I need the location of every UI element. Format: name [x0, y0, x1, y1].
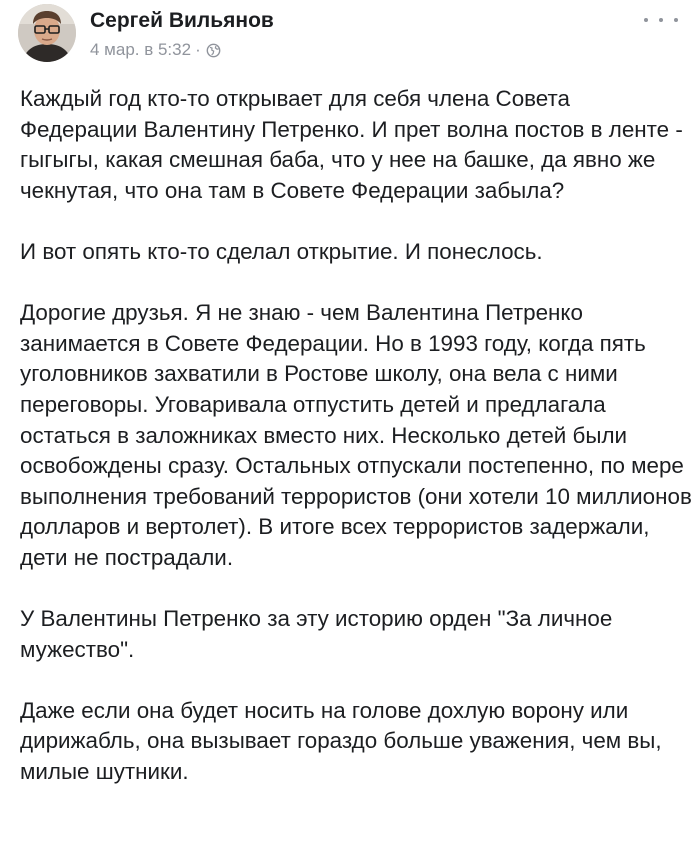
meta-separator: ·	[195, 40, 201, 59]
post-meta	[90, 40, 221, 60]
post-header	[0, 0, 700, 72]
post-paragraph: И вот опять кто-то сделал открытие. И понеслось.	[20, 238, 543, 264]
avatar[interactable]	[18, 4, 76, 62]
post-body	[20, 84, 692, 788]
post-paragraph: Дорогие друзья. Я не знаю - чем Валентина Петренко занимается в Совете Федерации. Но в 1993 году, когда пять уголовников захватили в Ростове школу, она вела с ними переговоры. Уговаривала отпустить детей и предлагала остаться в заложниках вместо них. Несколько детей были освобождены сразу. Остальных отпускали постепенно, по мере выполнения требований террористов (они хотели 10 миллионов долларов и вертолет). В итоге всех террористов задержали, дети не пострадали.	[20, 300, 692, 570]
post-paragraph: Каждый год кто-то открывает для себя члена Совета Федерации Валентину Петренко. И прет волна постов в ленте - гыгыгы, какая смешная баба, что у нее на башке, да явно же чекнутая, что она там в Совете Федерации забыла?	[20, 86, 683, 203]
globe-icon	[206, 43, 221, 58]
author-name[interactable]: Сергей Вильянов	[90, 9, 274, 32]
post-paragraph: Даже если она будет носить на голове дохлую ворону или дирижабль, она вызывает гораздо больше уважения, чем вы, милые шутники.	[20, 697, 662, 785]
post-timestamp[interactable]: 4 мар. в 5:32	[90, 40, 192, 59]
avatar-photo	[18, 4, 76, 62]
post-paragraph: У Валентины Петренко за эту историю орден "За личное мужество".	[20, 606, 613, 662]
more-horizontal-icon[interactable]	[644, 6, 678, 34]
